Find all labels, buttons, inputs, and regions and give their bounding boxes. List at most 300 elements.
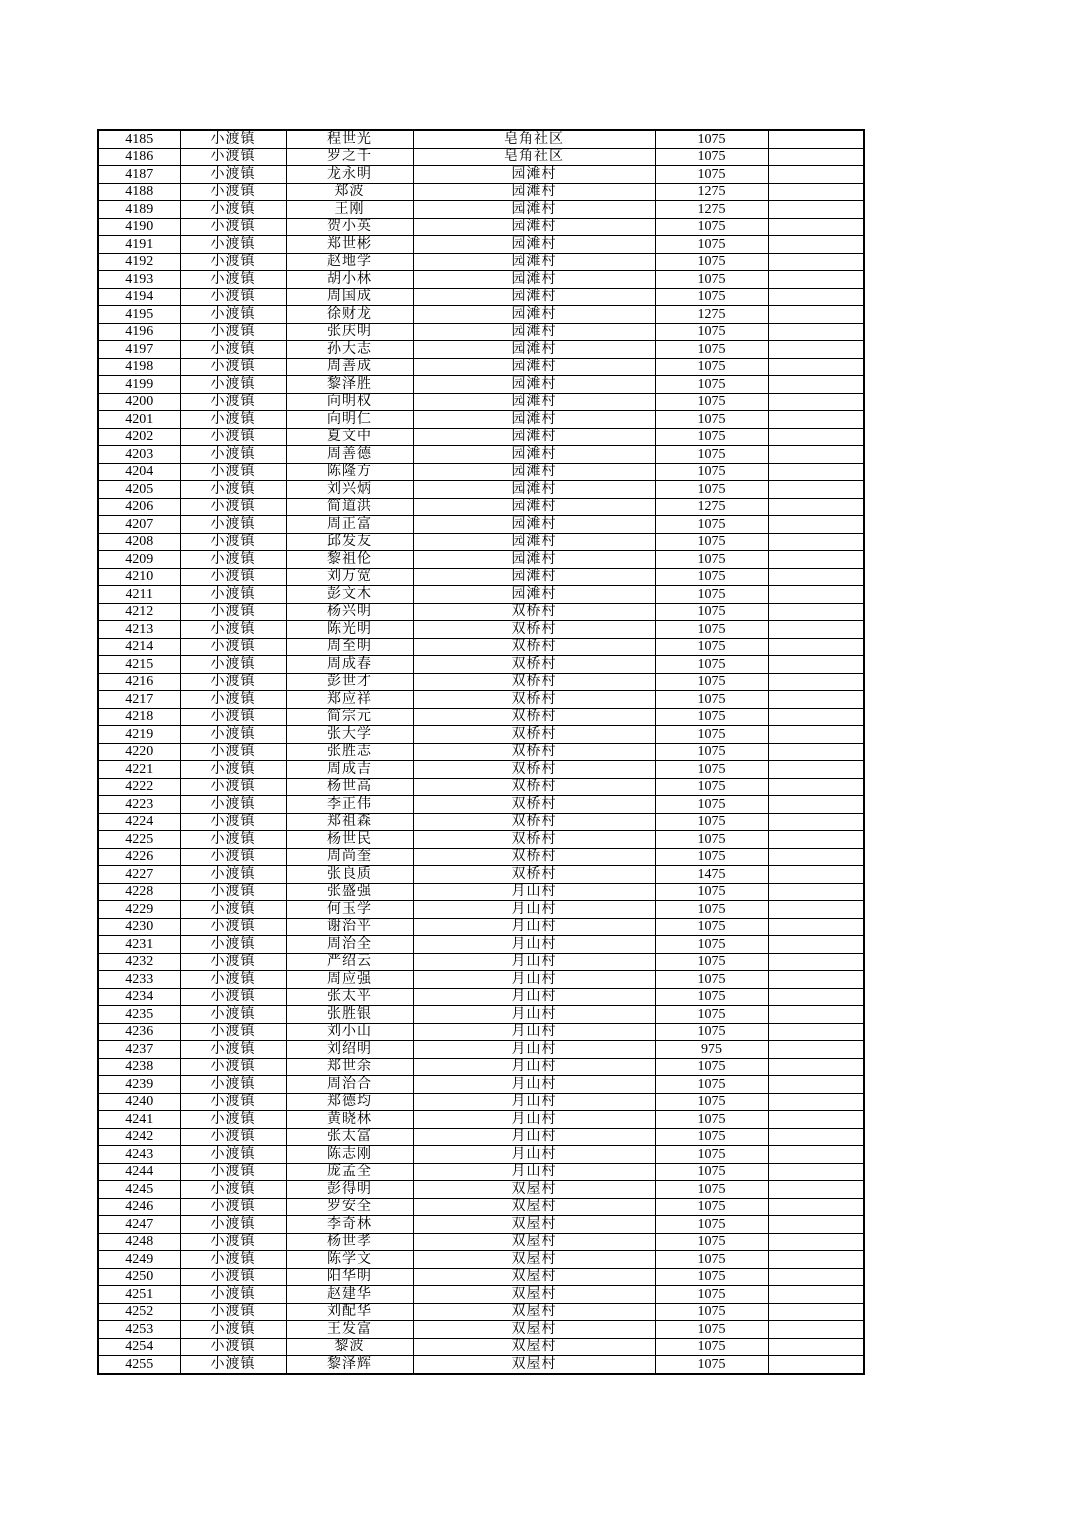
row-number-cell: 4223 — [98, 796, 180, 814]
name-cell: 程世光 — [286, 130, 413, 148]
village-cell: 园滩村 — [413, 253, 655, 271]
name-cell: 向明仁 — [286, 411, 413, 429]
amount-cell: 1075 — [655, 341, 768, 359]
amount-cell: 1275 — [655, 183, 768, 201]
table-row — [98, 1321, 864, 1339]
town-cell: 小渡镇 — [180, 621, 286, 639]
name-cell: 张太富 — [286, 1128, 413, 1146]
table-row — [98, 376, 864, 394]
table-row — [98, 411, 864, 429]
table-row — [98, 1303, 864, 1321]
name-cell: 周尚奎 — [286, 848, 413, 866]
table-row — [98, 831, 864, 849]
town-cell: 小渡镇 — [180, 1041, 286, 1059]
row-number-cell: 4218 — [98, 708, 180, 726]
table-row — [98, 1076, 864, 1094]
note-cell — [768, 516, 864, 534]
row-number-cell: 4205 — [98, 481, 180, 499]
row-number-cell: 4209 — [98, 551, 180, 569]
name-cell: 周善德 — [286, 446, 413, 464]
row-number-cell: 4249 — [98, 1251, 180, 1269]
name-cell: 简宗元 — [286, 708, 413, 726]
village-cell: 双桥村 — [413, 691, 655, 709]
row-number-cell: 4208 — [98, 533, 180, 551]
row-number-cell: 4253 — [98, 1321, 180, 1339]
amount-cell: 1075 — [655, 988, 768, 1006]
village-cell: 月山村 — [413, 883, 655, 901]
table-row — [98, 551, 864, 569]
table-row — [98, 1181, 864, 1199]
note-cell — [768, 586, 864, 604]
amount-cell: 1475 — [655, 866, 768, 884]
row-number-cell: 4203 — [98, 446, 180, 464]
amount-cell: 1075 — [655, 708, 768, 726]
row-number-cell: 4240 — [98, 1093, 180, 1111]
row-number-cell: 4255 — [98, 1356, 180, 1374]
town-cell: 小渡镇 — [180, 183, 286, 201]
note-cell — [768, 1286, 864, 1304]
note-cell — [768, 306, 864, 324]
village-cell: 园滩村 — [413, 463, 655, 481]
town-cell: 小渡镇 — [180, 1058, 286, 1076]
amount-cell: 1075 — [655, 901, 768, 919]
note-cell — [768, 936, 864, 954]
table-body — [98, 130, 864, 1374]
table-row — [98, 201, 864, 219]
note-cell — [768, 901, 864, 919]
table-row — [98, 481, 864, 499]
amount-cell: 1075 — [655, 218, 768, 236]
note-cell — [768, 988, 864, 1006]
row-number-cell: 4198 — [98, 358, 180, 376]
town-cell: 小渡镇 — [180, 761, 286, 779]
amount-cell: 1275 — [655, 306, 768, 324]
amount-cell: 1075 — [655, 551, 768, 569]
village-cell: 园滩村 — [413, 393, 655, 411]
row-number-cell: 4185 — [98, 130, 180, 148]
row-number-cell: 4210 — [98, 568, 180, 586]
town-cell: 小渡镇 — [180, 148, 286, 166]
village-cell: 月山村 — [413, 1006, 655, 1024]
table-row — [98, 1198, 864, 1216]
town-cell: 小渡镇 — [180, 778, 286, 796]
note-cell — [768, 568, 864, 586]
amount-cell: 975 — [655, 1041, 768, 1059]
town-cell: 小渡镇 — [180, 1268, 286, 1286]
note-cell — [768, 253, 864, 271]
village-cell: 双桥村 — [413, 778, 655, 796]
village-cell: 双桥村 — [413, 638, 655, 656]
amount-cell: 1075 — [655, 148, 768, 166]
name-cell: 胡小林 — [286, 271, 413, 289]
note-cell — [768, 218, 864, 236]
name-cell: 周至明 — [286, 638, 413, 656]
note-cell — [768, 848, 864, 866]
table-row — [98, 130, 864, 148]
row-number-cell: 4194 — [98, 288, 180, 306]
town-cell: 小渡镇 — [180, 498, 286, 516]
town-cell: 小渡镇 — [180, 288, 286, 306]
amount-cell: 1075 — [655, 271, 768, 289]
row-number-cell: 4238 — [98, 1058, 180, 1076]
village-cell: 园滩村 — [413, 428, 655, 446]
town-cell: 小渡镇 — [180, 1356, 286, 1374]
note-cell — [768, 201, 864, 219]
town-cell: 小渡镇 — [180, 446, 286, 464]
town-cell: 小渡镇 — [180, 796, 286, 814]
table-row — [98, 761, 864, 779]
town-cell: 小渡镇 — [180, 463, 286, 481]
table-row — [98, 271, 864, 289]
amount-cell: 1075 — [655, 481, 768, 499]
name-cell: 黎波 — [286, 1338, 413, 1356]
table-row — [98, 936, 864, 954]
town-cell: 小渡镇 — [180, 306, 286, 324]
name-cell: 黄晓林 — [286, 1111, 413, 1129]
town-cell: 小渡镇 — [180, 341, 286, 359]
town-cell: 小渡镇 — [180, 936, 286, 954]
note-cell — [768, 691, 864, 709]
village-cell: 双屋村 — [413, 1338, 655, 1356]
amount-cell: 1075 — [655, 1216, 768, 1234]
town-cell: 小渡镇 — [180, 656, 286, 674]
amount-cell: 1075 — [655, 1303, 768, 1321]
note-cell — [768, 953, 864, 971]
table-row — [98, 218, 864, 236]
amount-cell: 1075 — [655, 1251, 768, 1269]
amount-cell: 1075 — [655, 761, 768, 779]
amount-cell: 1075 — [655, 953, 768, 971]
amount-cell: 1075 — [655, 603, 768, 621]
row-number-cell: 4186 — [98, 148, 180, 166]
town-cell: 小渡镇 — [180, 1233, 286, 1251]
subsidy-table — [97, 129, 865, 1375]
note-cell — [768, 498, 864, 516]
note-cell — [768, 1321, 864, 1339]
table-row — [98, 778, 864, 796]
amount-cell: 1075 — [655, 1268, 768, 1286]
name-cell: 张良质 — [286, 866, 413, 884]
village-cell: 双屋村 — [413, 1321, 655, 1339]
note-cell — [768, 148, 864, 166]
note-cell — [768, 971, 864, 989]
village-cell: 双屋村 — [413, 1286, 655, 1304]
village-cell: 园滩村 — [413, 446, 655, 464]
table-row — [98, 883, 864, 901]
row-number-cell: 4230 — [98, 918, 180, 936]
note-cell — [768, 813, 864, 831]
village-cell: 双桥村 — [413, 743, 655, 761]
row-number-cell: 4206 — [98, 498, 180, 516]
row-number-cell: 4191 — [98, 236, 180, 254]
amount-cell: 1075 — [655, 1023, 768, 1041]
note-cell — [768, 236, 864, 254]
note-cell — [768, 883, 864, 901]
row-number-cell: 4199 — [98, 376, 180, 394]
note-cell — [768, 1163, 864, 1181]
row-number-cell: 4196 — [98, 323, 180, 341]
name-cell: 周国成 — [286, 288, 413, 306]
amount-cell: 1075 — [655, 1338, 768, 1356]
name-cell: 郑世彬 — [286, 236, 413, 254]
table-row — [98, 1023, 864, 1041]
town-cell: 小渡镇 — [180, 1163, 286, 1181]
town-cell: 小渡镇 — [180, 813, 286, 831]
town-cell: 小渡镇 — [180, 673, 286, 691]
town-cell: 小渡镇 — [180, 638, 286, 656]
village-cell: 双屋村 — [413, 1181, 655, 1199]
town-cell: 小渡镇 — [180, 533, 286, 551]
table-row — [98, 621, 864, 639]
town-cell: 小渡镇 — [180, 323, 286, 341]
town-cell: 小渡镇 — [180, 1181, 286, 1199]
row-number-cell: 4236 — [98, 1023, 180, 1041]
name-cell: 郑应祥 — [286, 691, 413, 709]
table-row — [98, 743, 864, 761]
village-cell: 园滩村 — [413, 411, 655, 429]
amount-cell: 1075 — [655, 656, 768, 674]
village-cell: 双桥村 — [413, 673, 655, 691]
row-number-cell: 4224 — [98, 813, 180, 831]
name-cell: 张盛强 — [286, 883, 413, 901]
table-row — [98, 288, 864, 306]
row-number-cell: 4217 — [98, 691, 180, 709]
note-cell — [768, 551, 864, 569]
village-cell: 双屋村 — [413, 1356, 655, 1374]
village-cell: 双桥村 — [413, 866, 655, 884]
amount-cell: 1075 — [655, 813, 768, 831]
amount-cell: 1075 — [655, 1146, 768, 1164]
note-cell — [768, 1023, 864, 1041]
amount-cell: 1075 — [655, 446, 768, 464]
table-row — [98, 428, 864, 446]
village-cell: 双屋村 — [413, 1233, 655, 1251]
town-cell: 小渡镇 — [180, 918, 286, 936]
name-cell: 杨兴明 — [286, 603, 413, 621]
note-cell — [768, 918, 864, 936]
row-number-cell: 4188 — [98, 183, 180, 201]
amount-cell: 1075 — [655, 463, 768, 481]
note-cell — [768, 481, 864, 499]
row-number-cell: 4220 — [98, 743, 180, 761]
village-cell: 双桥村 — [413, 656, 655, 674]
name-cell: 张太平 — [286, 988, 413, 1006]
name-cell: 严绍云 — [286, 953, 413, 971]
town-cell: 小渡镇 — [180, 201, 286, 219]
village-cell: 双屋村 — [413, 1198, 655, 1216]
note-cell — [768, 393, 864, 411]
row-number-cell: 4207 — [98, 516, 180, 534]
table-row — [98, 1251, 864, 1269]
note-cell — [768, 428, 864, 446]
row-number-cell: 4246 — [98, 1198, 180, 1216]
town-cell: 小渡镇 — [180, 743, 286, 761]
name-cell: 黎泽辉 — [286, 1356, 413, 1374]
amount-cell: 1075 — [655, 166, 768, 184]
town-cell: 小渡镇 — [180, 358, 286, 376]
name-cell: 孙大志 — [286, 341, 413, 359]
amount-cell: 1075 — [655, 1093, 768, 1111]
table-row — [98, 971, 864, 989]
town-cell: 小渡镇 — [180, 1006, 286, 1024]
town-cell: 小渡镇 — [180, 1251, 286, 1269]
note-cell — [768, 603, 864, 621]
amount-cell: 1075 — [655, 1128, 768, 1146]
amount-cell: 1075 — [655, 848, 768, 866]
note-cell — [768, 1041, 864, 1059]
amount-cell: 1075 — [655, 638, 768, 656]
note-cell — [768, 743, 864, 761]
name-cell: 周治合 — [286, 1076, 413, 1094]
table-row — [98, 1093, 864, 1111]
amount-cell: 1075 — [655, 726, 768, 744]
note-cell — [768, 288, 864, 306]
table-row — [98, 306, 864, 324]
row-number-cell: 4228 — [98, 883, 180, 901]
village-cell: 园滩村 — [413, 481, 655, 499]
row-number-cell: 4243 — [98, 1146, 180, 1164]
town-cell: 小渡镇 — [180, 411, 286, 429]
name-cell: 郑波 — [286, 183, 413, 201]
table-row — [98, 953, 864, 971]
table-row — [98, 1356, 864, 1374]
row-number-cell: 4234 — [98, 988, 180, 1006]
amount-cell: 1075 — [655, 323, 768, 341]
table-row — [98, 323, 864, 341]
table-row — [98, 918, 864, 936]
name-cell: 周正富 — [286, 516, 413, 534]
table-row — [98, 1111, 864, 1129]
name-cell: 罗安全 — [286, 1198, 413, 1216]
amount-cell: 1075 — [655, 1058, 768, 1076]
row-number-cell: 4193 — [98, 271, 180, 289]
note-cell — [768, 1233, 864, 1251]
amount-cell: 1075 — [655, 1356, 768, 1374]
amount-cell: 1075 — [655, 411, 768, 429]
village-cell: 园滩村 — [413, 201, 655, 219]
row-number-cell: 4215 — [98, 656, 180, 674]
note-cell — [768, 183, 864, 201]
village-cell: 园滩村 — [413, 323, 655, 341]
town-cell: 小渡镇 — [180, 1146, 286, 1164]
town-cell: 小渡镇 — [180, 901, 286, 919]
village-cell: 园滩村 — [413, 218, 655, 236]
village-cell: 园滩村 — [413, 341, 655, 359]
row-number-cell: 4221 — [98, 761, 180, 779]
amount-cell: 1075 — [655, 130, 768, 148]
village-cell: 月山村 — [413, 1023, 655, 1041]
amount-cell: 1075 — [655, 883, 768, 901]
amount-cell: 1075 — [655, 533, 768, 551]
name-cell: 贺小英 — [286, 218, 413, 236]
name-cell: 刘配华 — [286, 1303, 413, 1321]
row-number-cell: 4225 — [98, 831, 180, 849]
name-cell: 阳华明 — [286, 1268, 413, 1286]
name-cell: 李奇林 — [286, 1216, 413, 1234]
note-cell — [768, 656, 864, 674]
table-row — [98, 1163, 864, 1181]
village-cell: 园滩村 — [413, 306, 655, 324]
amount-cell: 1075 — [655, 971, 768, 989]
row-number-cell: 4226 — [98, 848, 180, 866]
row-number-cell: 4242 — [98, 1128, 180, 1146]
row-number-cell: 4227 — [98, 866, 180, 884]
village-cell: 园滩村 — [413, 271, 655, 289]
name-cell: 何玉学 — [286, 901, 413, 919]
table-row — [98, 183, 864, 201]
amount-cell: 1075 — [655, 358, 768, 376]
note-cell — [768, 1181, 864, 1199]
town-cell: 小渡镇 — [180, 1076, 286, 1094]
town-cell: 小渡镇 — [180, 586, 286, 604]
row-number-cell: 4229 — [98, 901, 180, 919]
name-cell: 陈隆方 — [286, 463, 413, 481]
village-cell: 园滩村 — [413, 288, 655, 306]
town-cell: 小渡镇 — [180, 1321, 286, 1339]
town-cell: 小渡镇 — [180, 1286, 286, 1304]
note-cell — [768, 708, 864, 726]
name-cell: 刘小山 — [286, 1023, 413, 1041]
amount-cell: 1275 — [655, 498, 768, 516]
note-cell — [768, 341, 864, 359]
note-cell — [768, 673, 864, 691]
note-cell — [768, 1268, 864, 1286]
village-cell: 双桥村 — [413, 831, 655, 849]
amount-cell: 1075 — [655, 778, 768, 796]
town-cell: 小渡镇 — [180, 603, 286, 621]
town-cell: 小渡镇 — [180, 481, 286, 499]
table-row — [98, 166, 864, 184]
name-cell: 庞孟全 — [286, 1163, 413, 1181]
village-cell: 皂角社区 — [413, 148, 655, 166]
note-cell — [768, 358, 864, 376]
town-cell: 小渡镇 — [180, 1093, 286, 1111]
name-cell: 向明权 — [286, 393, 413, 411]
name-cell: 黎祖伦 — [286, 551, 413, 569]
name-cell: 郑祖森 — [286, 813, 413, 831]
town-cell: 小渡镇 — [180, 130, 286, 148]
amount-cell: 1075 — [655, 673, 768, 691]
village-cell: 双桥村 — [413, 813, 655, 831]
row-number-cell: 4192 — [98, 253, 180, 271]
row-number-cell: 4235 — [98, 1006, 180, 1024]
town-cell: 小渡镇 — [180, 218, 286, 236]
note-cell — [768, 411, 864, 429]
name-cell: 周成吉 — [286, 761, 413, 779]
village-cell: 月山村 — [413, 936, 655, 954]
note-cell — [768, 1216, 864, 1234]
amount-cell: 1075 — [655, 936, 768, 954]
amount-cell: 1075 — [655, 1076, 768, 1094]
name-cell: 彭文木 — [286, 586, 413, 604]
name-cell: 李正伟 — [286, 796, 413, 814]
town-cell: 小渡镇 — [180, 726, 286, 744]
table-row — [98, 341, 864, 359]
table-row — [98, 253, 864, 271]
name-cell: 刘绍明 — [286, 1041, 413, 1059]
amount-cell: 1075 — [655, 376, 768, 394]
table-row — [98, 1338, 864, 1356]
village-cell: 月山村 — [413, 1041, 655, 1059]
name-cell: 罗之千 — [286, 148, 413, 166]
table-row — [98, 463, 864, 481]
name-cell: 黎泽胜 — [286, 376, 413, 394]
amount-cell: 1075 — [655, 691, 768, 709]
note-cell — [768, 323, 864, 341]
table-row — [98, 1216, 864, 1234]
village-cell: 园滩村 — [413, 551, 655, 569]
town-cell: 小渡镇 — [180, 883, 286, 901]
